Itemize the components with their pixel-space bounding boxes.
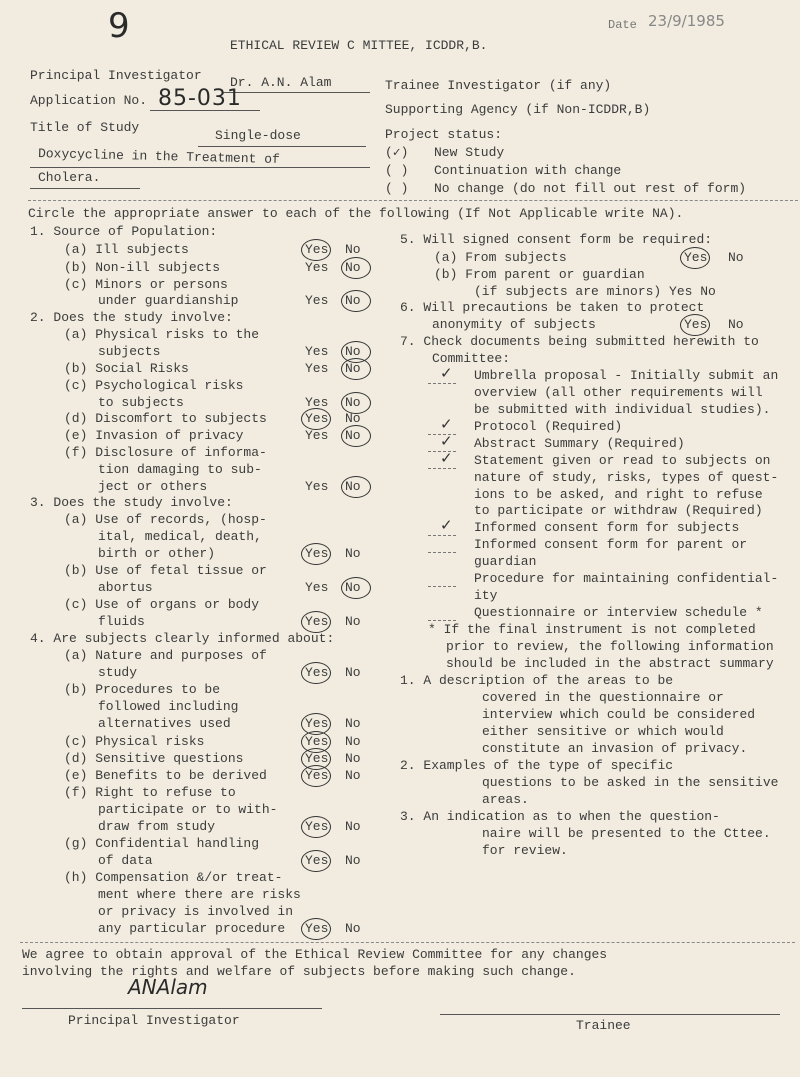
application-underline bbox=[150, 110, 260, 111]
pi-signature-label: Principal Investigator bbox=[68, 1013, 240, 1028]
left-item: (d) Sensitive questions bbox=[64, 751, 244, 766]
title-underline-1 bbox=[198, 146, 366, 147]
left-item: (c) Physical risks bbox=[64, 734, 205, 749]
yes-option: Yes bbox=[305, 361, 329, 376]
answer-circle bbox=[341, 290, 371, 312]
answer-circle bbox=[301, 662, 331, 684]
pi-value: Dr. A.N. Alam bbox=[230, 75, 332, 90]
answer-circle bbox=[301, 543, 331, 565]
check-mark: ✓ bbox=[440, 432, 453, 450]
signature: ANAlam bbox=[128, 975, 208, 999]
yes-option: Yes bbox=[305, 716, 329, 731]
yes-option: Yes bbox=[305, 479, 329, 494]
trainee-signature-line bbox=[440, 1014, 780, 1015]
title-underline-3 bbox=[30, 188, 140, 189]
right-item: for review. bbox=[482, 843, 568, 858]
no-option: No bbox=[345, 293, 361, 308]
left-item: (c) Minors or persons bbox=[64, 277, 228, 292]
yes-option: Yes bbox=[305, 768, 329, 783]
yes-option: Yes bbox=[305, 395, 329, 410]
yes-option: Yes bbox=[305, 751, 329, 766]
right-item: Abstract Summary (Required) bbox=[474, 436, 685, 451]
right-item: (a) From subjects bbox=[434, 250, 567, 265]
no-option: No bbox=[345, 853, 361, 868]
right-item: be submitted with individual studies). bbox=[474, 402, 771, 417]
pi-signature-line bbox=[22, 1008, 322, 1009]
status-box-continuation: ( ) bbox=[385, 163, 409, 178]
agreement-line-1: We agree to obtain approval of the Ethical Review Committee for any changes bbox=[22, 947, 608, 962]
yes-option: Yes bbox=[305, 344, 329, 359]
agreement-line-2: involving the rights and welfare of subjects before making such change. bbox=[22, 964, 576, 979]
right-item: 2. Examples of the type of specific bbox=[400, 758, 674, 773]
check-mark: ✓ bbox=[440, 449, 453, 467]
left-item: ject or others bbox=[98, 479, 208, 494]
no-option: No bbox=[345, 614, 361, 629]
left-item: tion damaging to sub- bbox=[98, 462, 262, 477]
status-label: Project status: bbox=[385, 127, 503, 142]
study-title-line-3: Cholera. bbox=[38, 170, 101, 185]
yes-option: Yes bbox=[305, 921, 329, 936]
check-line bbox=[428, 552, 456, 553]
right-item: 7. Check documents being submitted herewith to bbox=[400, 334, 759, 349]
right-item: to participate or withdraw (Required) bbox=[474, 503, 763, 518]
right-item: nature of study, risks, types of quest- bbox=[474, 470, 779, 485]
no-option: No bbox=[345, 361, 361, 376]
left-item: fluids bbox=[98, 614, 145, 629]
right-item: Informed consent form for subjects bbox=[474, 520, 740, 535]
right-item: ity bbox=[474, 588, 498, 603]
yes-option: Yes bbox=[305, 665, 329, 680]
right-item: anonymity of subjects bbox=[432, 317, 596, 332]
no-option: No bbox=[345, 665, 361, 680]
right-item: 6. Will precautions be taken to protect bbox=[400, 300, 705, 315]
no-option: No bbox=[345, 921, 361, 936]
left-item: (d) Discomfort to subjects bbox=[64, 411, 267, 426]
no-option: No bbox=[345, 734, 361, 749]
no-option: No bbox=[345, 344, 361, 359]
left-item: study bbox=[98, 665, 138, 680]
left-item: any particular procedure bbox=[98, 921, 286, 936]
yes-option: Yes bbox=[305, 580, 329, 595]
left-item: of data bbox=[98, 853, 153, 868]
check-mark: ✓ bbox=[440, 516, 453, 534]
left-item: (a) Use of records, (hosp- bbox=[64, 512, 267, 527]
right-item: ions to be asked, and right to refuse bbox=[474, 487, 763, 502]
left-item: (a) Ill subjects bbox=[64, 242, 189, 257]
left-item: followed including bbox=[98, 699, 239, 714]
agency-label: Supporting Agency (if Non-ICDDR,B) bbox=[385, 102, 651, 117]
left-item: 4. Are subjects clearly informed about: bbox=[30, 631, 335, 646]
right-item: Procedure for maintaining confidential- bbox=[474, 571, 779, 586]
left-item: (b) Non-ill subjects bbox=[64, 260, 221, 275]
left-item: subjects bbox=[98, 344, 161, 359]
answer-circle bbox=[341, 425, 371, 447]
answer-circle bbox=[341, 577, 371, 599]
yes-option: Yes bbox=[305, 614, 329, 629]
no-option: No bbox=[345, 768, 361, 783]
answer-circle bbox=[341, 257, 371, 279]
left-item: (b) Social Risks bbox=[64, 361, 189, 376]
left-item: or privacy is involved in bbox=[98, 904, 294, 919]
left-item: (e) Invasion of privacy bbox=[64, 428, 244, 443]
yes-option: Yes bbox=[305, 242, 329, 257]
yes-option: Yes bbox=[684, 317, 708, 332]
check-line bbox=[428, 586, 456, 587]
right-item: either sensitive or which would bbox=[482, 724, 724, 739]
right-item: prior to review, the following information bbox=[446, 639, 774, 654]
answer-circle bbox=[301, 408, 331, 430]
trainee-label: Trainee Investigator (if any) bbox=[385, 78, 612, 93]
status-no-change: No change (do not fill out rest of form) bbox=[434, 181, 747, 196]
yes-option: Yes bbox=[305, 293, 329, 308]
date-value: 23/9/1985 bbox=[648, 12, 725, 30]
right-item: Umbrella proposal - Initially submit an bbox=[474, 368, 779, 383]
left-item: abortus bbox=[98, 580, 153, 595]
no-option: No bbox=[345, 479, 361, 494]
divider-bottom bbox=[20, 942, 795, 943]
left-item: (g) Confidential handling bbox=[64, 836, 260, 851]
right-item: * If the final instrument is not completed bbox=[428, 622, 756, 637]
instruction: Circle the appropriate answer to each of the following (If Not Applicable write NA). bbox=[28, 206, 684, 221]
answer-circle bbox=[301, 850, 331, 872]
pi-underline bbox=[222, 92, 370, 93]
pi-label: Principal Investigator bbox=[30, 68, 202, 83]
yes-option: Yes bbox=[305, 546, 329, 561]
title-underline-2 bbox=[30, 167, 370, 168]
answer-circle bbox=[301, 765, 331, 787]
right-item: constitute an invasion of privacy. bbox=[482, 741, 748, 756]
study-title-label: Title of Study bbox=[30, 120, 140, 135]
yes-option: Yes bbox=[305, 411, 329, 426]
right-item: Statement given or read to subjects on bbox=[474, 453, 771, 468]
right-item: 3. An indication as to when the question- bbox=[400, 809, 720, 824]
right-item: Questionnaire or interview schedule * bbox=[474, 605, 763, 620]
no-option: No bbox=[345, 260, 361, 275]
no-option: No bbox=[345, 751, 361, 766]
left-item: (a) Physical risks to the bbox=[64, 327, 260, 342]
yes-option: Yes bbox=[305, 853, 329, 868]
answer-circle bbox=[341, 476, 371, 498]
answer-circle bbox=[301, 611, 331, 633]
left-item: under guardianship bbox=[98, 293, 239, 308]
yes-option: Yes bbox=[305, 428, 329, 443]
answer-circle bbox=[301, 239, 331, 261]
right-item: questions to be asked in the sensitive bbox=[482, 775, 779, 790]
left-item: 3. Does the study involve: bbox=[30, 495, 233, 510]
right-item: guardian bbox=[474, 554, 537, 569]
left-item: (b) Procedures to be bbox=[64, 682, 221, 697]
study-title-line-1: Single-dose bbox=[215, 128, 301, 143]
status-new-study: New Study bbox=[434, 145, 505, 160]
left-item: participate or to with- bbox=[98, 802, 278, 817]
study-title-line-2: Doxycycline in the Treatment of bbox=[37, 146, 280, 167]
status-box-no-change: ( ) bbox=[385, 181, 409, 196]
right-item: (b) From parent or guardian bbox=[434, 267, 645, 282]
trainee-signature-label: Trainee bbox=[576, 1018, 631, 1033]
left-item: (f) Right to refuse to bbox=[64, 785, 236, 800]
check-line bbox=[428, 535, 456, 536]
answer-circle bbox=[301, 816, 331, 838]
right-item: overview (all other requirements will bbox=[474, 385, 763, 400]
right-item: covered in the questionnaire or bbox=[482, 690, 724, 705]
left-item: ital, medical, death, bbox=[98, 529, 262, 544]
no-option: No bbox=[728, 317, 744, 332]
right-item: Informed consent form for parent or bbox=[474, 537, 748, 552]
answer-circle bbox=[341, 358, 371, 380]
yes-option: Yes bbox=[305, 819, 329, 834]
right-item: interview which could be considered bbox=[482, 707, 756, 722]
no-option: No bbox=[345, 580, 361, 595]
check-mark: ✓ bbox=[440, 364, 453, 382]
page-number: 9 bbox=[108, 6, 130, 46]
no-option: No bbox=[345, 546, 361, 561]
no-option: No bbox=[728, 250, 744, 265]
left-item: (a) Nature and purposes of bbox=[64, 648, 267, 663]
check-line bbox=[428, 620, 456, 621]
check-line bbox=[428, 383, 456, 384]
answer-circle bbox=[680, 247, 710, 269]
answer-circle bbox=[301, 918, 331, 940]
yes-option: Yes bbox=[305, 734, 329, 749]
yes-option: Yes bbox=[305, 260, 329, 275]
no-option: No bbox=[345, 242, 361, 257]
status-continuation: Continuation with change bbox=[434, 163, 622, 178]
left-item: draw from study bbox=[98, 819, 216, 834]
left-item: (f) Disclosure of informa- bbox=[64, 445, 267, 460]
right-item: naire will be presented to the Cttee. bbox=[482, 826, 771, 841]
form-title: ETHICAL REVIEW C MITTEE, ICDDR,B. bbox=[230, 38, 488, 53]
application-value: 85-031 bbox=[158, 86, 242, 111]
answer-circle bbox=[680, 314, 710, 336]
left-item: (e) Benefits to be derived bbox=[64, 768, 267, 783]
no-option: No bbox=[345, 819, 361, 834]
right-item: 1. A description of the areas to be bbox=[400, 673, 674, 688]
yes-option: Yes bbox=[684, 250, 708, 265]
no-option: No bbox=[345, 395, 361, 410]
left-item: to subjects bbox=[98, 395, 184, 410]
left-item: (h) Compensation &/or treat- bbox=[64, 870, 283, 885]
status-box-new: (✓) bbox=[385, 145, 409, 160]
check-line bbox=[428, 468, 456, 469]
application-label: Application No. bbox=[30, 93, 148, 108]
right-item: (if subjects are minors) Yes No bbox=[474, 284, 716, 299]
left-item: alternatives used bbox=[98, 716, 231, 731]
left-item: 1. Source of Population: bbox=[30, 224, 218, 239]
left-item: 2. Does the study involve: bbox=[30, 310, 233, 325]
right-item: Protocol (Required) bbox=[474, 419, 623, 434]
left-item: (b) Use of fetal tissue or bbox=[64, 563, 267, 578]
left-item: ment where there are risks bbox=[98, 887, 301, 902]
left-item: (c) Psychological risks bbox=[64, 378, 244, 393]
check-mark: ✓ bbox=[440, 415, 453, 433]
no-option: No bbox=[345, 428, 361, 443]
right-item: should be included in the abstract summary bbox=[446, 656, 774, 671]
right-item: 5. Will signed consent form be required: bbox=[400, 232, 713, 247]
left-item: birth or other) bbox=[98, 546, 216, 561]
left-item: (c) Use of organs or body bbox=[64, 597, 260, 612]
no-option: No bbox=[345, 716, 361, 731]
right-item: Committee: bbox=[432, 351, 511, 366]
no-option: No bbox=[345, 411, 361, 426]
right-item: areas. bbox=[482, 792, 529, 807]
date-label: Date bbox=[608, 18, 637, 32]
divider-top bbox=[28, 200, 798, 201]
